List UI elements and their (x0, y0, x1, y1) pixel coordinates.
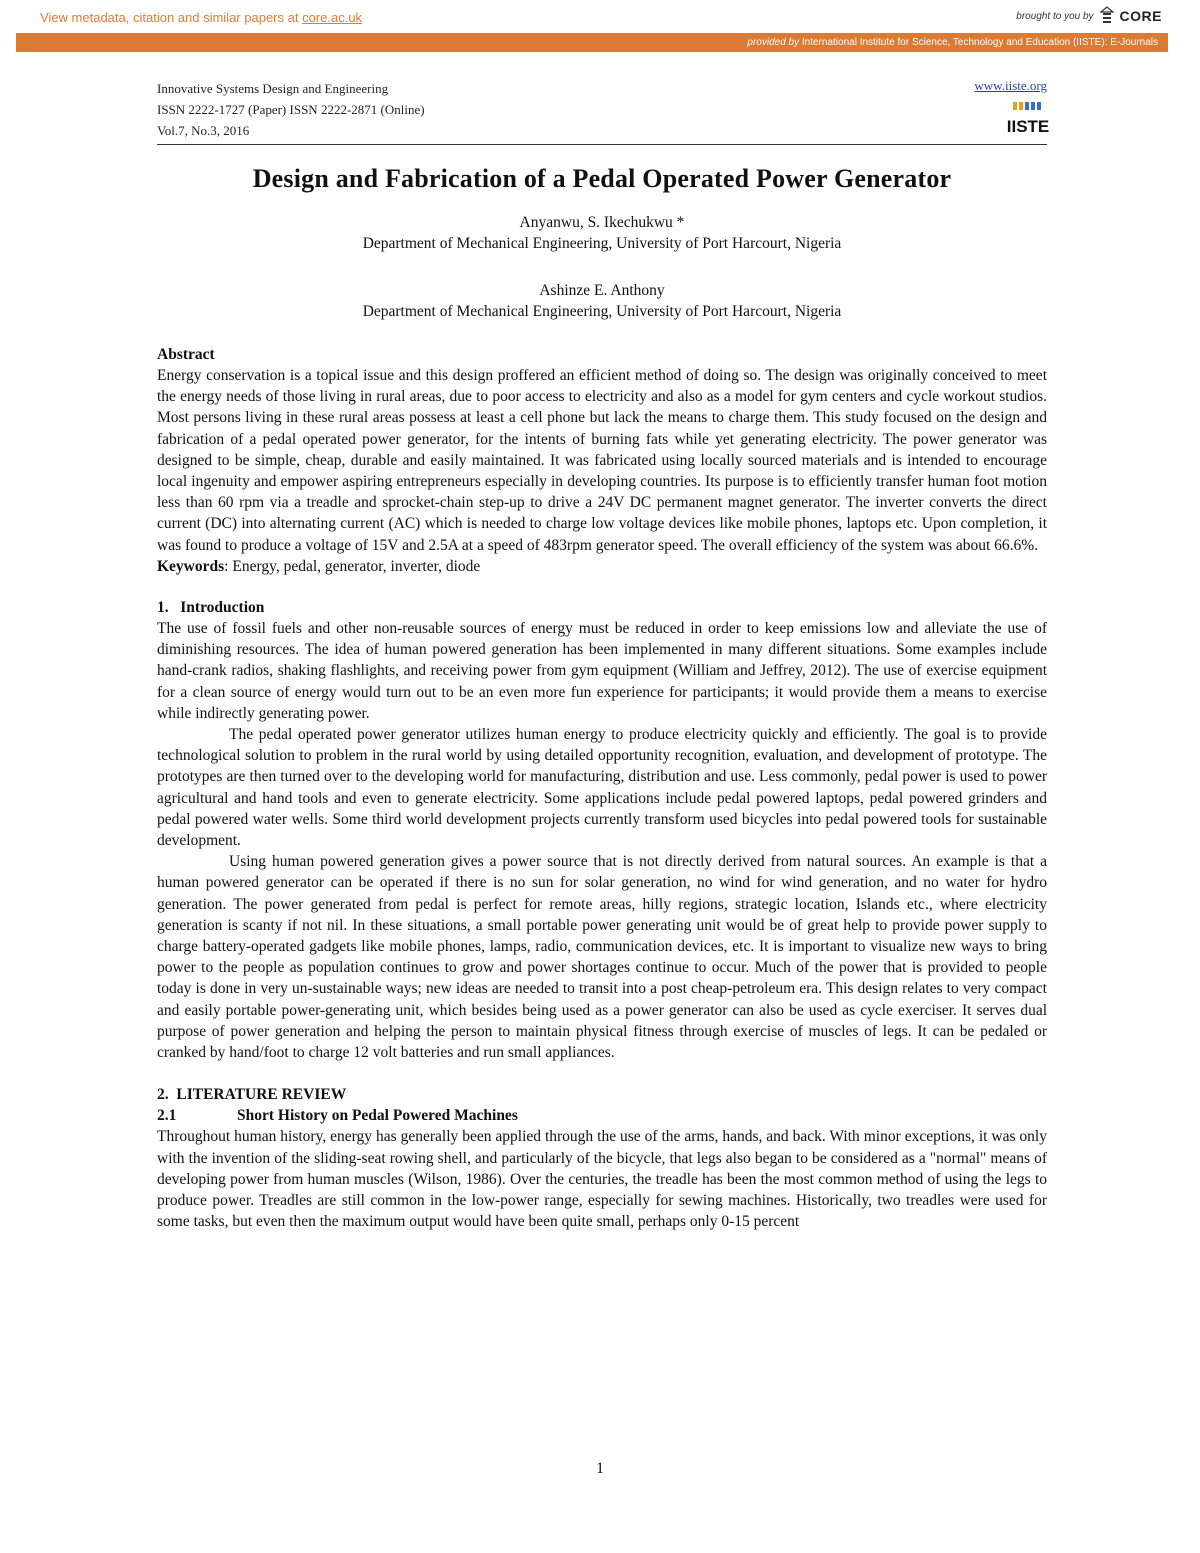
iiste-logo-text: IISTE (1006, 117, 1050, 136)
journal-name: Innovative Systems Design and Engineering (157, 81, 389, 96)
author-name: Anyanwu, S. Ikechukwu * (519, 214, 685, 231)
subsection-number: 2.1 (157, 1107, 177, 1125)
paper-body (157, 158, 1047, 1232)
author-affiliation: Department of Mechanical Engineering, University of Port Harcourt, Nigeria (362, 303, 842, 320)
literature-review-heading: 2. LITERATURE REVIEW (157, 1086, 347, 1104)
journal-website-link[interactable]: www.iiste.org (974, 78, 1047, 93)
core-metadata-line (40, 10, 362, 25)
literature-paragraph: Throughout human history, energy has generally been applied through the use of the arms, hands, and back. With minor exceptions, it was only with the invention of the sliding-seat rowing shell, and particularly of the bicycle, that legs also began to be considered as a "normal" means of developing power from human muscles (Wilson, 1986). Over the centuries, the treadle has been the most common method of using the legs to produce power. Treadles are still common in the low-power range, especially for sewing machines. Historically, two treadles were used for some tasks, but even then the maximum output would have been quite small, perhaps only 0-15 percent (157, 1128, 1047, 1231)
abstract-heading: Abstract (157, 346, 215, 363)
author-affiliation: Department of Mechanical Engineering, University of Port Harcourt, Nigeria (362, 235, 842, 252)
journal-header (157, 78, 1050, 145)
keywords-line (157, 556, 1047, 577)
keywords-label: Keywords (157, 557, 225, 575)
journal-issn: ISSN 2222-1727 (Paper) ISSN 2222-2871 (Online) (157, 102, 425, 117)
intro-paragraph: The use of fossil fuels and other non-reusable sources of energy must be reduced in order to keep emissions low and alleviate the use of diminishing resources. The idea of human powered generation has been implemented in many different situations. Some examples include hand-crank radios, shaking flashlights, and receiving power from gym equipment (William and Jeffrey, 2012). The use of exercise equipment for a clean source of energy would turn out to be an even more fun experience for participants; it would provide them a means to exercise while indirectly generating power. (157, 620, 1047, 722)
subsection-heading (157, 1105, 1047, 1126)
subsection-title: Short History on Pedal Powered Machines (237, 1107, 518, 1125)
introduction-heading: 1. Introduction (157, 599, 265, 617)
intro-paragraph: The pedal operated power generator utilizes human energy to produce electricity quickly and efficiently. The goal is to provide technological solution to problem in the rural world by using detailed opportunity recognition, evaluation, and development of prototype. The prototypes are then turned over to the developing world for manufacturing, distribution and use. Less commonly, pedal power is used to power agricultural and hand tools and even to generate electricity. Some applications include pedal powered laptops, pedal powered grinders and pedal powered water wells. Some third world development projects currently transform used bicycles into pedal powered tools for sustainable development. (157, 726, 1047, 850)
provided-by-strip (16, 33, 1168, 52)
core-metadata-text: View metadata, citation and similar papers at (40, 10, 299, 25)
intro-paragraph: Using human powered generation gives a power source that is not directly derived from natural sources. An example is that a human powered generator can be operated if there is no sun for solar generation, no wind for wind generation, and no water for hydro generation. The power generated from pedal is perfect for remote areas, hilly regions, strategic location, Islands etc., where electricity generation is scanty if not nil. In these situations, a small portable power generating unit would be of great help to provide power supply to charge battery-operated gadgets like mobile phones, lamps, radio, communication devices, etc. It is important to visualize new ways to bring power to the people as population continues to grow and power shortages continue to occur. Much of the power that is provided to people today is done in very un-sustainable ways; new ideas are needed to transit into a post cheap-petroleum era. This design relates to very compact and easily portable power-generating unit, which besides being used as a power generator can also be used as cycle exerciser. It serves dual purpose of power generation and helping the person to maintain physical fitness through exercise of muscles of legs. It can be pedaled or cranked by hand/foot to charge 12 volt batteries and run small appliances. (157, 853, 1047, 1062)
abstract-text: Energy conservation is a topical issue and this design proffered an efficient method of doing so. The design was originally conceived to meet the energy needs of those living in rural areas, due to poor access to electricity and also as a model for gym centers and cycle workout studios. Most persons living in these rural areas possess at least a cell phone but lack the means to charge them. This study focused on the design and fabrication of a pedal operated power generator, for the intents of burning fats while yet generating electricity. The power generator was designed to be simple, cheap, durable and easily maintained. It was fabricated using locally sourced materials and is intended to encourage local ingenuity and empower aspiring entrepreneurs especially in developing countries. Its purpose is to efficiently transfer human foot motion less than 60 rpm via a treadle and sprocket-chain step-up to drive a 24V DC permanent magnet generator. The inverter converts the direct current (DC) into alternating current (AC) which is needed to charge low voltage devices like mobile phones, laptops etc. Upon completion, it was found to produce a voltage of 15V and 2.5A at a speed of 483rpm generator speed. The overall efficiency of the system was about 66.6%. (157, 367, 1047, 554)
provided-by-text: International Institute for Science, Technology and Education (IISTE): E-Journals (801, 37, 1158, 48)
provided-by-label: provided by (747, 37, 800, 48)
core-link[interactable]: core.ac.uk (302, 10, 363, 25)
brought-by-text: brought to you by (1016, 10, 1094, 22)
author-name: Ashinze E. Anthony (539, 282, 665, 299)
core-logo-icon (1098, 6, 1116, 26)
iiste-logo-icon (1006, 100, 1050, 136)
core-banner (0, 0, 1200, 52)
core-brought-by[interactable] (1016, 6, 1162, 26)
journal-volume: Vol.7, No.3, 2016 (157, 123, 250, 138)
core-logo-text: CORE (1119, 8, 1162, 24)
keywords-text: : Energy, pedal, generator, inverter, diode (224, 557, 481, 575)
paper-title: Design and Fabrication of a Pedal Operated Power Generator (252, 164, 952, 193)
page-number: 1 (596, 1460, 604, 1477)
